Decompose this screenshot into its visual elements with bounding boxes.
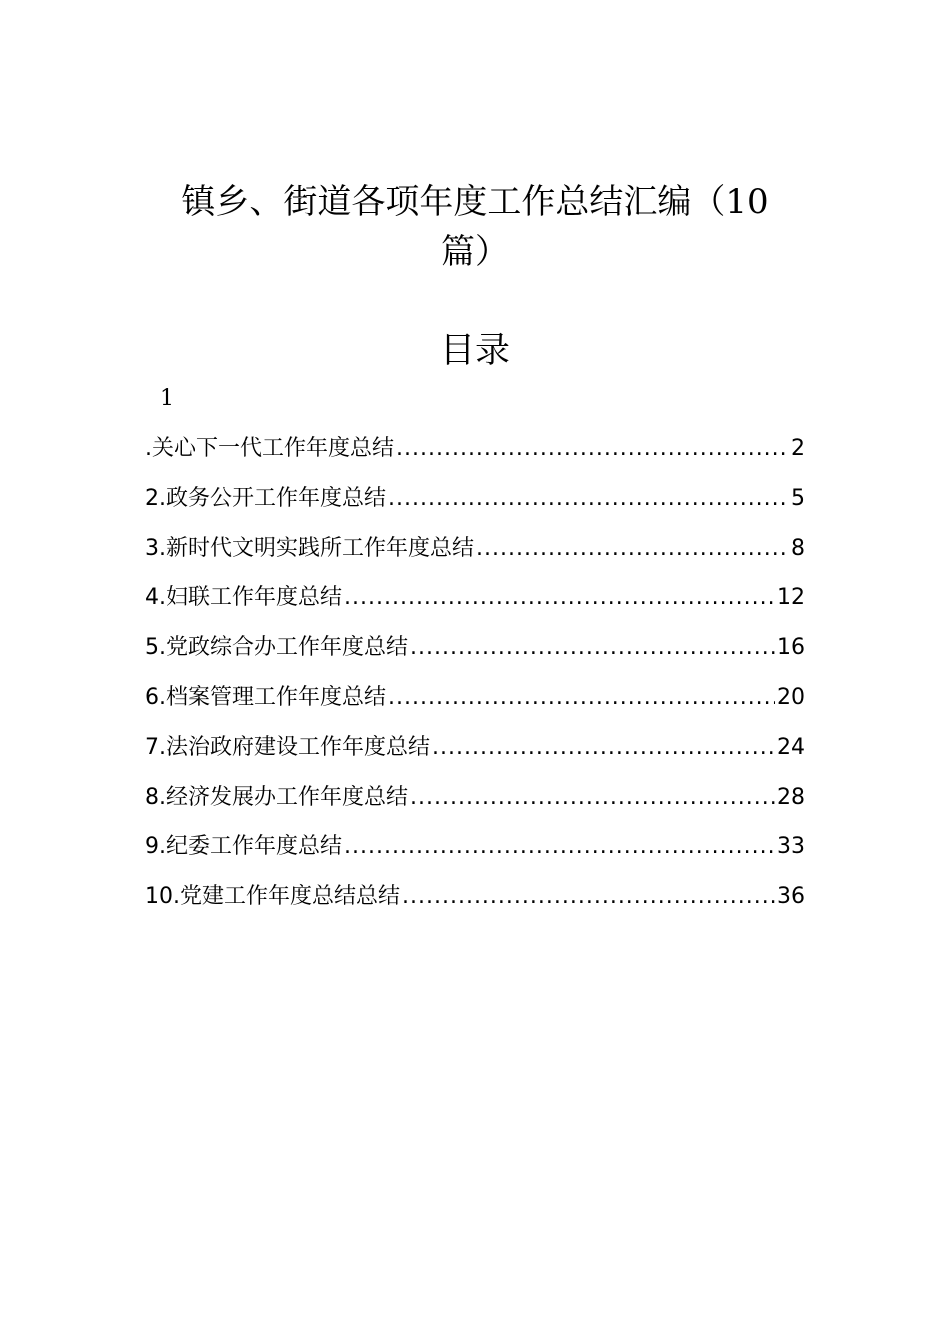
table-of-contents — [145, 424, 805, 922]
toc-entry-label: 3.新时代文明实践所工作年度总结 — [145, 535, 474, 561]
toc-entry-page: 5 — [791, 485, 805, 511]
toc-entry-page: 20 — [777, 684, 805, 710]
stray-number: 1 — [160, 386, 174, 411]
toc-entry-page: 8 — [791, 535, 805, 561]
toc-entry-page: 33 — [777, 834, 805, 860]
toc-entry-1[interactable] — [145, 424, 805, 474]
toc-entry-6[interactable] — [145, 673, 805, 723]
toc-entry-label: 7.法治政府建设工作年度总结 — [145, 734, 430, 760]
toc-entry-page: 36 — [777, 884, 805, 910]
toc-leader-dots — [432, 723, 775, 773]
toc-leader-dots — [410, 623, 775, 673]
document-title-line1 — [160, 176, 790, 228]
toc-heading: 目录 — [439, 331, 510, 371]
toc-entry-label: 4.妇联工作年度总结 — [145, 585, 342, 611]
toc-entry-page: 28 — [777, 784, 805, 810]
toc-entry-page: 24 — [777, 734, 805, 760]
toc-entry-2[interactable] — [145, 474, 805, 524]
toc-leader-dots — [344, 573, 775, 623]
toc-entry-label: .关心下一代工作年度总结 — [145, 436, 394, 461]
title-number: 10 — [725, 182, 769, 222]
toc-leader-dots — [396, 424, 789, 474]
toc-entry-label: 6.档案管理工作年度总结 — [145, 684, 386, 710]
toc-entry-4[interactable] — [145, 573, 805, 623]
title-text: 镇乡、街道各项年度工作总结汇编（ — [181, 182, 726, 222]
toc-entry-3[interactable] — [145, 524, 805, 574]
toc-leader-dots — [388, 673, 775, 723]
document-title-line2: 篇） — [441, 232, 509, 272]
toc-entry-label: 5.党政综合办工作年度总结 — [145, 635, 408, 661]
toc-entry-label: 8.经济发展办工作年度总结 — [145, 784, 408, 810]
toc-entry-page: 16 — [777, 635, 805, 661]
toc-entry-label: 2.政务公开工作年度总结 — [145, 485, 386, 511]
toc-entry-7[interactable] — [145, 723, 805, 773]
toc-leader-dots — [344, 822, 775, 872]
toc-leader-dots — [476, 524, 789, 574]
toc-entry-page: 12 — [777, 585, 805, 611]
toc-entry-label: 10.党建工作年度总结总结 — [145, 884, 400, 910]
toc-entry-8[interactable] — [145, 773, 805, 823]
toc-leader-dots — [388, 474, 789, 524]
toc-entry-9[interactable] — [145, 822, 805, 872]
toc-entry-10[interactable] — [145, 872, 805, 922]
toc-entry-page: 2 — [791, 436, 805, 461]
toc-entry-5[interactable] — [145, 623, 805, 673]
toc-leader-dots — [410, 773, 775, 823]
toc-entry-label: 9.纪委工作年度总结 — [145, 834, 342, 860]
toc-leader-dots — [402, 872, 775, 922]
